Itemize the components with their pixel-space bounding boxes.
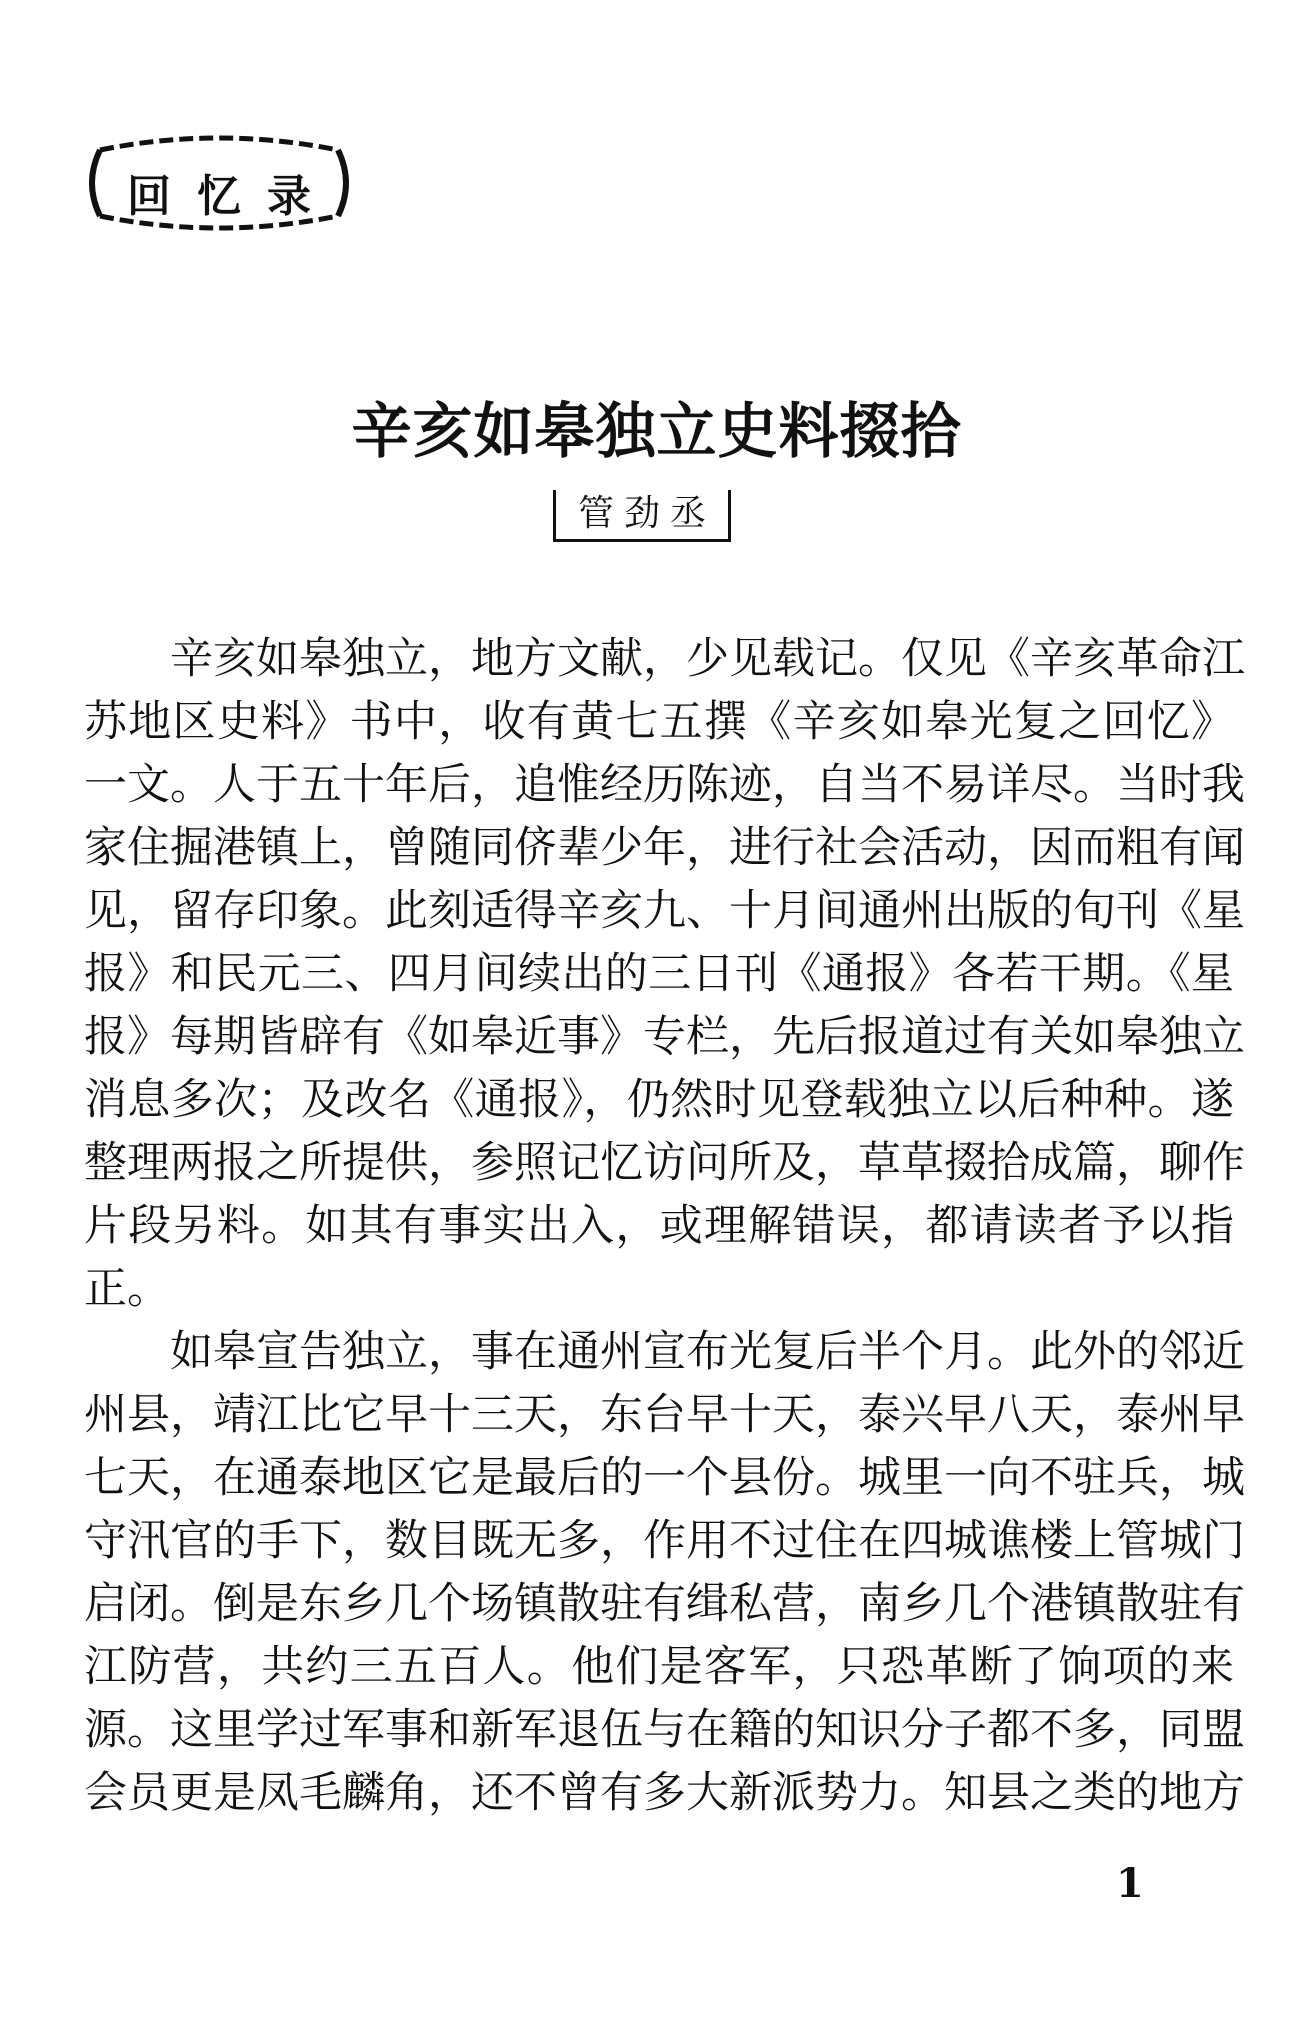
text-line: 报》每期皆辟有《如皋近事》专栏，先后报道过有关如皋独立 xyxy=(84,1012,1245,1062)
article-title: 辛亥如皋独立史料掇拾 xyxy=(351,397,962,467)
text-line: 会员更是凤毛麟角，还不曾有多大新派势力。知县之类的地方 xyxy=(84,1768,1245,1818)
author-name: 管劲丞 xyxy=(553,490,731,542)
text-line: 家住掘港镇上，曾随同侪辈少年，进行社会活动，因而粗有闻 xyxy=(84,823,1245,873)
section-label: 回忆录 xyxy=(127,171,337,222)
text-line: 源。这里学过军事和新军退伍与在籍的知识分子都不多，同盟 xyxy=(84,1705,1245,1755)
text-line: 江防营，共约三五百人。他们是客军，只恐革断了饷项的来 xyxy=(84,1642,1234,1692)
text-line: 如皋宣告独立，事在通州宣布光复后半个月。此外的邻近 xyxy=(170,1327,1245,1377)
text-line: 整理两报之所提供，参照记忆访问所及，草草掇拾成篇，聊作 xyxy=(84,1138,1245,1188)
section-badge xyxy=(80,128,358,238)
text-line: 启闭。倒是东乡几个场镇散驻有缉私营，南乡几个港镇散驻有 xyxy=(84,1579,1245,1629)
text-line: 苏地区史料》书中，收有黄七五撰《辛亥如皋光复之回忆》 xyxy=(84,697,1234,747)
text-line: 消息多次；及改名《通报》，仍然时见登载独立以后种种。遂 xyxy=(84,1075,1234,1125)
text-line: 正。 xyxy=(84,1264,170,1314)
text-line: 一文。人于五十年后，追惟经历陈迹，自当不易详尽。当时我 xyxy=(84,760,1245,810)
text-line: 七天，在通泰地区它是最后的一个县份。城里一向不驻兵，城 xyxy=(84,1453,1245,1503)
text-line: 报》和民元三、四月间续出的三日刊《通报》各若干期。《星 xyxy=(84,949,1234,999)
text-line: 片段另料。如其有事实出入，或理解错误，都请读者予以指 xyxy=(84,1201,1234,1251)
text-line: 辛亥如皋独立，地方文献，少见载记。仅见《辛亥革命江 xyxy=(170,634,1245,684)
text-line: 见，留存印象。此刻适得辛亥九、十月间通州出版的旬刊《星 xyxy=(84,886,1245,936)
article-body xyxy=(84,628,1245,1825)
page-number: 1 xyxy=(1116,1860,1144,1907)
text-line: 守汛官的手下，数目既无多，作用不过住在四城谯楼上管城门 xyxy=(84,1516,1245,1566)
text-line: 州县，靖江比它早十三天，东台早十天，泰兴早八天，泰州早 xyxy=(84,1390,1245,1440)
